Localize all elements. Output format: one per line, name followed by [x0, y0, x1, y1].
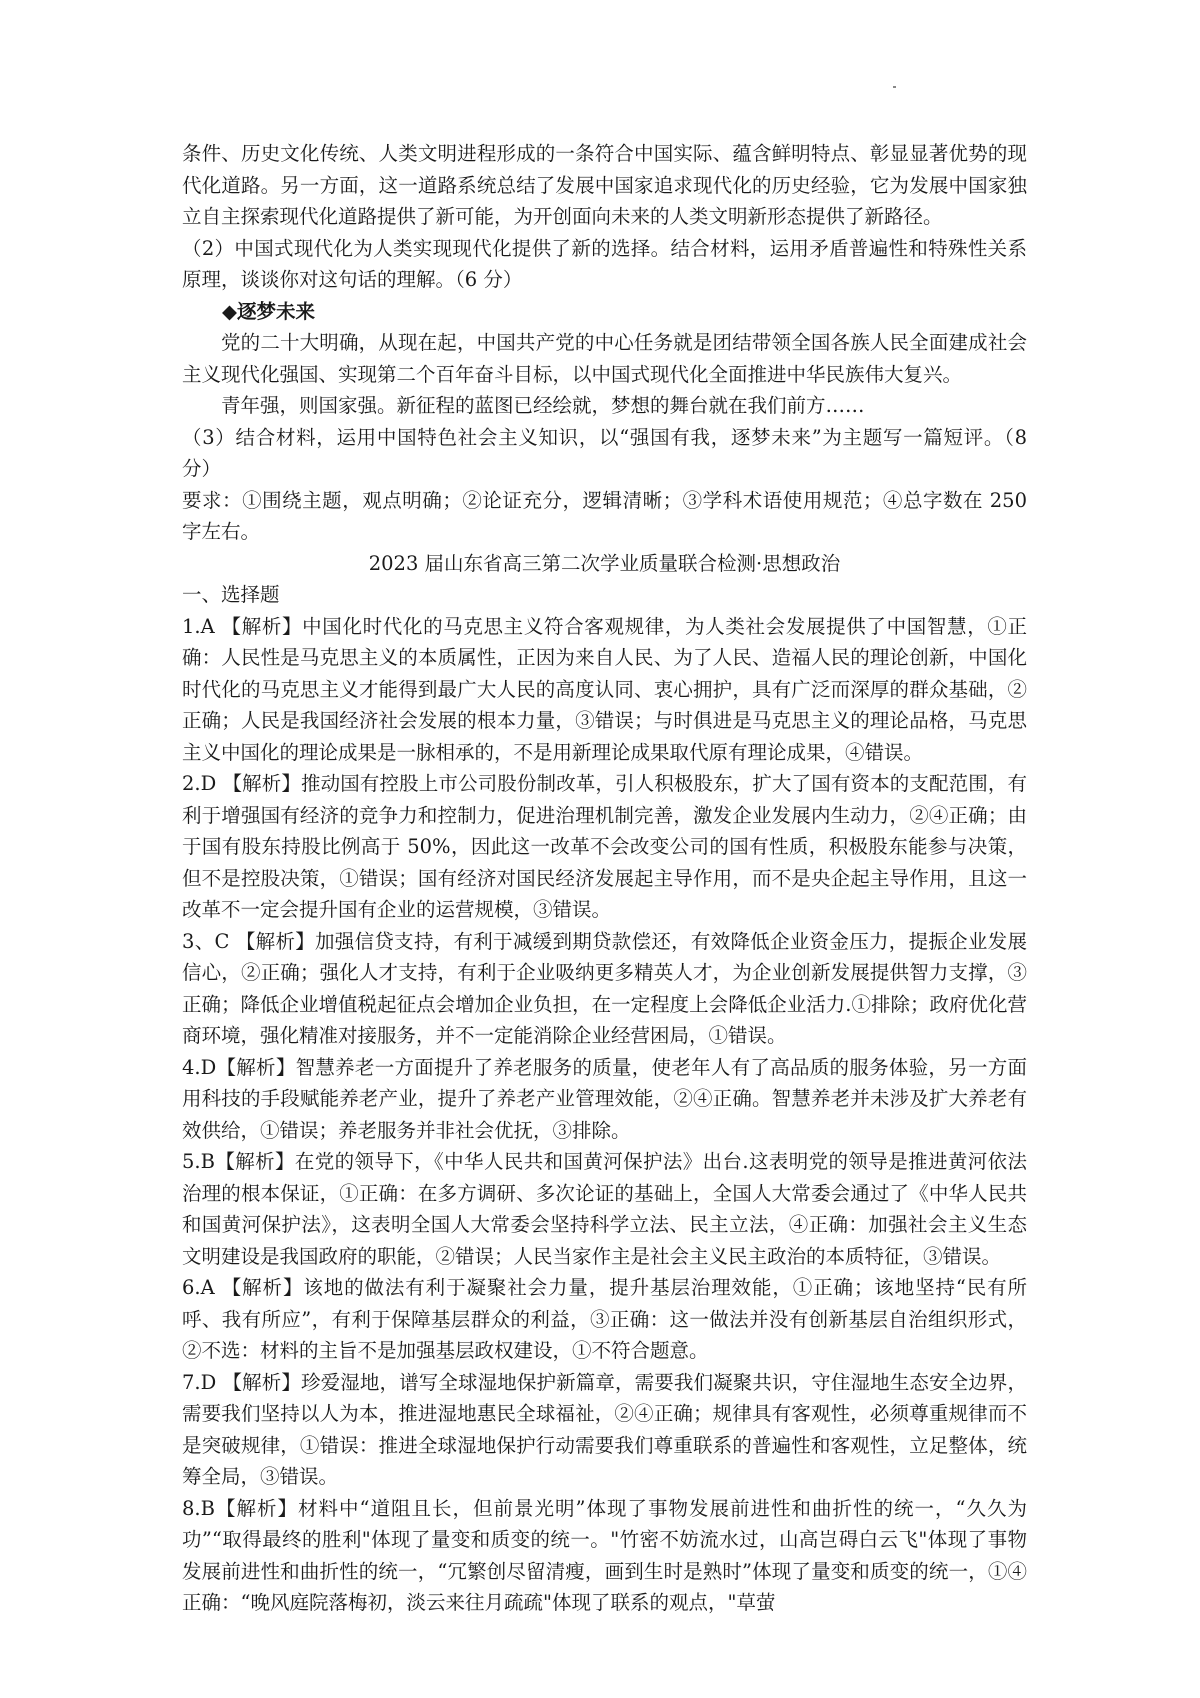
question-3: （3）结合材料，运用中国特色社会主义知识，以“强国有我，逐梦未来”为主题写一篇短评。（8 分） [182, 425, 1027, 480]
answer-item-7: 7.D 【解析】珍爱湿地，谱写全球湿地保护新篇章，需要我们凝聚共识，守住湿地生态安全边界，需要我们坚持以人为本，推进湿地惠民全球福祉，②④正确；规律具有客观性，必须尊重规律而不是突破规律，①错误：推进全球湿地保护行动需要我们尊重联系的普遍性和客观性，立足整体，统筹全局，③错误。 [182, 1370, 1027, 1488]
answer-title: 2023 届山东省高三第二次学业质量联合检测·思想政治 [368, 551, 841, 575]
answer-item-4: 4.D【解析】智慧养老一方面提升了养老服务的质量，使老年人有了高品质的服务体验，另一方面用科技的手段赋能养老产业，提升了养老产业管理效能，②④正确。智慧养老并未涉及扩大养老有效供给，①错误；养老服务并非社会优抚，③排除。 [182, 1055, 1027, 1142]
material-paragraph-2: 青年强，则国家强。新征程的蓝图已经绘就，梦想的舞台就在我们前方…… [221, 394, 865, 417]
question-2: （2）中国式现代化为人类实现现代化提供了新的选择。结合材料，运用矛盾普遍性和特殊性关系原理，谈谈你对这句话的理解。（6 分） [182, 236, 1027, 291]
answer-item-6: 6.A 【解析】该地的做法有利于凝聚社会力量，提升基层治理效能，①正确；该地坚持“民有所呼、我有所应”，有利于保障基层群众的利益，③正确：这一做法并没有创新基层自治组织形式，②不选：材料的主旨不是加强基层政权建设，①不符合题意。 [182, 1276, 1027, 1362]
intro-paragraph: 条件、历史文化传统、人类文明进程形成的一条符合中国实际、蕴含鲜明特点、彰显显著优势的现代化道路。另一方面，这一道路系统总结了发展中国家追求现代化的历史经验，它为发展中国家独立自主探索现代化道路提供了新可能，为开创面向未来的人类文明新形态提供了新路径。 [182, 142, 1027, 228]
scan-speck [893, 86, 896, 88]
answer-part-heading: 一、选择题 [182, 583, 280, 606]
page-content [182, 138, 1027, 1619]
material-paragraph-1: 党的二十大明确，从现在起，中国共产党的中心任务就是团结带领全国各族人民全面建成社会主义现代化强国、实现第二个百年奋斗目标，以中国式现代化全面推进中华民族伟大复兴。 [182, 331, 1027, 386]
requirements: 要求：①围绕主题，观点明确；②论证充分，逻辑清晰；③学科术语使用规范；④总字数在 250 字左右。 [182, 488, 1027, 543]
answer-item-3: 3、C 【解析】加强信贷支持，有利于减缓到期贷款偿还，有效降低企业资金压力，提振企业发展信心，②正确；强化人才支持，有利于企业吸纳更多精英人才，为企业创新发展提供智力支撑，③正确；降低企业增值税起征点会增加企业负担，在一定程度上会降低企业活力.①排除；政府优化营商环境，强化精准对接服务，并不一定能消除企业经营困局，①错误。 [182, 929, 1027, 1047]
answer-item-5: 5.B【解析】在党的领导下，《中华人民共和国黄河保护法》出台.这表明党的领导是推进黄河依法治理的根本保证，①正确：在多方调研、多次论证的基础上，全国人大常委会通过了《中华人民共和国黄河保护法》，这表明全国人大常委会坚持科学立法、民主立法，④正确：加强社会主义生态文明建设是我国政府的职能，②错误；人民当家作主是社会主义民主政治的本质特征，③错误。 [182, 1150, 1027, 1268]
answer-item-1: 1.A 【解析】中国化时代化的马克思主义符合客观规律，为人类社会发展提供了中国智慧，①正确：人民性是马克思主义的本质属性，正因为来自人民、为了人民、造福人民的理论创新，中国化时代化的马克思主义才能得到最广大人民的高度认同、衷心拥护，具有广泛而深厚的群众基础，②正确；人民是我国经济社会发展的根本力量，③错误；与时俱进是马克思主义的理论品格，马克思主义中国化的理论成果是一脉相承的，不是用新理论成果取代原有理论成果，④错误。 [182, 614, 1027, 764]
answer-item-2: 2.D 【解析】推动国有控股上市公司股份制改革，引人积极股东，扩大了国有资本的支配范围，有利于增强国有经济的竞争力和控制力，促进治理机制完善，激发企业发展内生动力，②④正确；由于国有股东持股比例高于 50%，因此这一改革不会改变公司的国有性质，积极股东能参与决策，但不是控股决策，①错误；国有经济对国民经济发展起主导作用，而不是央企起主导作用，且这一改革不一定会提升国有企业的运营规模，③错误。 [182, 772, 1027, 921]
answer-item-8: 8.B【解析】材料中“道阻且长，但前景光明”体现了事物发展前进性和曲折性的统一，“久久为功”“取得最终的胜利"体现了量变和质变的统一。"竹密不妨流水过，山高岂碍白云飞"体现了事物发展前进性和曲折性的统一，“冗繁创尽留清瘦，画到生时是熟时”体现了量变和质变的统一，①④正确：“晚风庭院落梅初，淡云来往月疏疏"体现了联系的观点，"草萤 [182, 1496, 1027, 1614]
section-heading: ◆逐梦未来 [222, 299, 315, 323]
